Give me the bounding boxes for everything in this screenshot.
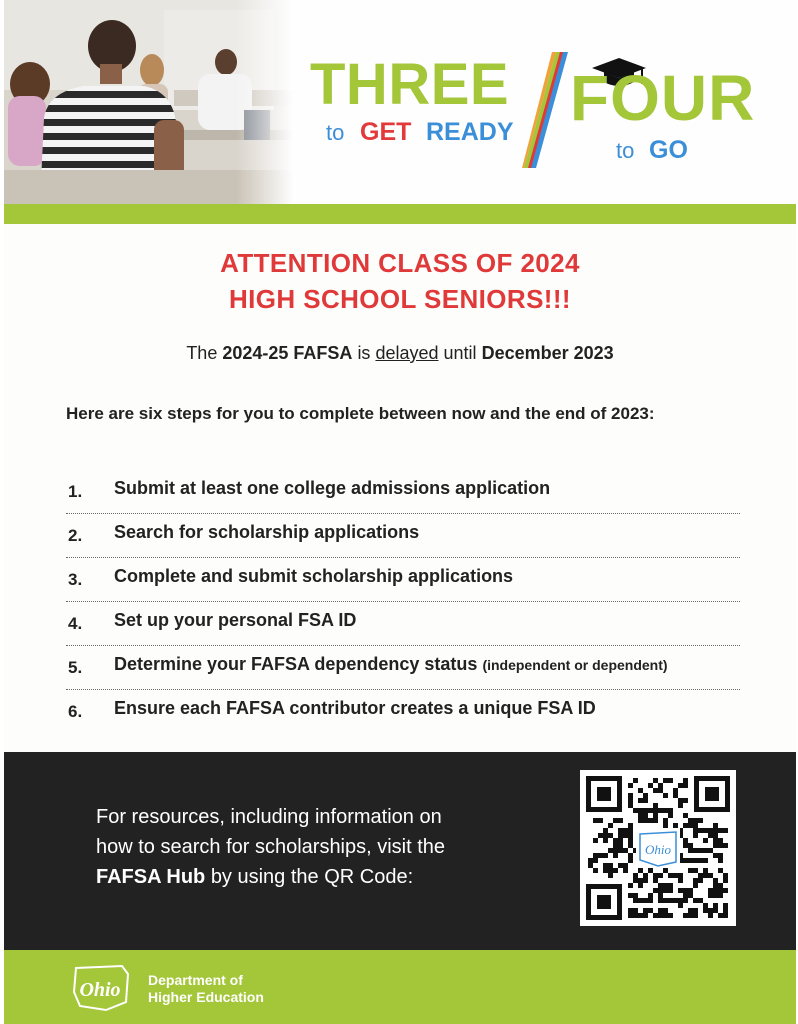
fafsa-delay-notice [4, 343, 796, 364]
step-text-wrap [114, 654, 668, 675]
logo-three: THREE [310, 52, 510, 117]
headline-line-1: ATTENTION CLASS OF 2024 [220, 248, 580, 278]
delay-delayed: delayed [375, 343, 439, 363]
resources-line-1: For resources, including information on [96, 806, 442, 828]
list-item [66, 558, 740, 602]
three-to-get-ready-logo [304, 50, 774, 180]
delay-until: until [443, 343, 477, 363]
header-divider [4, 204, 796, 224]
seal-ohio-text: Ohio [79, 979, 121, 1001]
resources-line-2: how to search for scholarships, visit the [96, 836, 446, 858]
fafsa-hub-link-text: FAFSA Hub [96, 866, 206, 888]
step-note: (independent or dependent) [482, 657, 668, 673]
logo-to-get: to [326, 120, 345, 145]
department-name [148, 972, 264, 1006]
list-item [66, 470, 740, 514]
qr-ohio-label: Ohio [645, 842, 671, 857]
list-item [66, 514, 740, 558]
step-number: 3. [68, 570, 83, 589]
logo-get: GET [360, 118, 412, 146]
step-text: Determine your FAFSA dependency status [114, 654, 478, 674]
fafsa-hub-qr-code[interactable] [580, 770, 736, 926]
dept-line-1: Department of [148, 972, 243, 988]
delay-date: December 2023 [481, 343, 614, 363]
ohio-seal-icon [66, 962, 136, 1012]
dept-line-2: Higher Education [148, 989, 264, 1005]
delay-prefix: The [186, 343, 218, 363]
footer [4, 950, 796, 1024]
students-photo [4, 0, 294, 204]
step-text: Search for scholarship applications [114, 522, 420, 542]
list-item [66, 646, 740, 690]
resources-message [96, 802, 536, 892]
step-number: 1. [68, 482, 83, 501]
step-text: Complete and submit scholarship applications [114, 566, 514, 586]
logo-to-go: to [616, 138, 635, 163]
delay-is: is [357, 343, 371, 363]
delay-fafsa: 2024-25 FAFSA [222, 343, 353, 363]
resources-band [4, 752, 796, 950]
rainbow-slash-icon [522, 52, 568, 168]
logo-go: GO [649, 136, 688, 164]
list-item [66, 602, 740, 646]
step-number: 6. [68, 702, 83, 721]
logo-ready: READY [426, 118, 514, 146]
step-number: 5. [68, 658, 83, 677]
steps-intro: Here are six steps for you to complete between now and the end of 2023: [66, 404, 655, 423]
step-text: Ensure each FAFSA contributor creates a unique FSA ID [114, 698, 596, 718]
step-number: 2. [68, 526, 83, 545]
headline-line-2: HIGH SCHOOL SENIORS!!! [228, 284, 571, 314]
logo-four: FOUR [570, 62, 756, 134]
list-item [66, 690, 740, 733]
header [4, 0, 796, 204]
step-number: 4. [68, 614, 83, 633]
flyer-page [4, 0, 796, 1024]
steps-list [66, 470, 740, 733]
step-text: Set up your personal FSA ID [114, 610, 357, 630]
step-text: Submit at least one college admissions application [114, 478, 551, 498]
resources-line-3: by using the QR Code: [210, 866, 414, 888]
